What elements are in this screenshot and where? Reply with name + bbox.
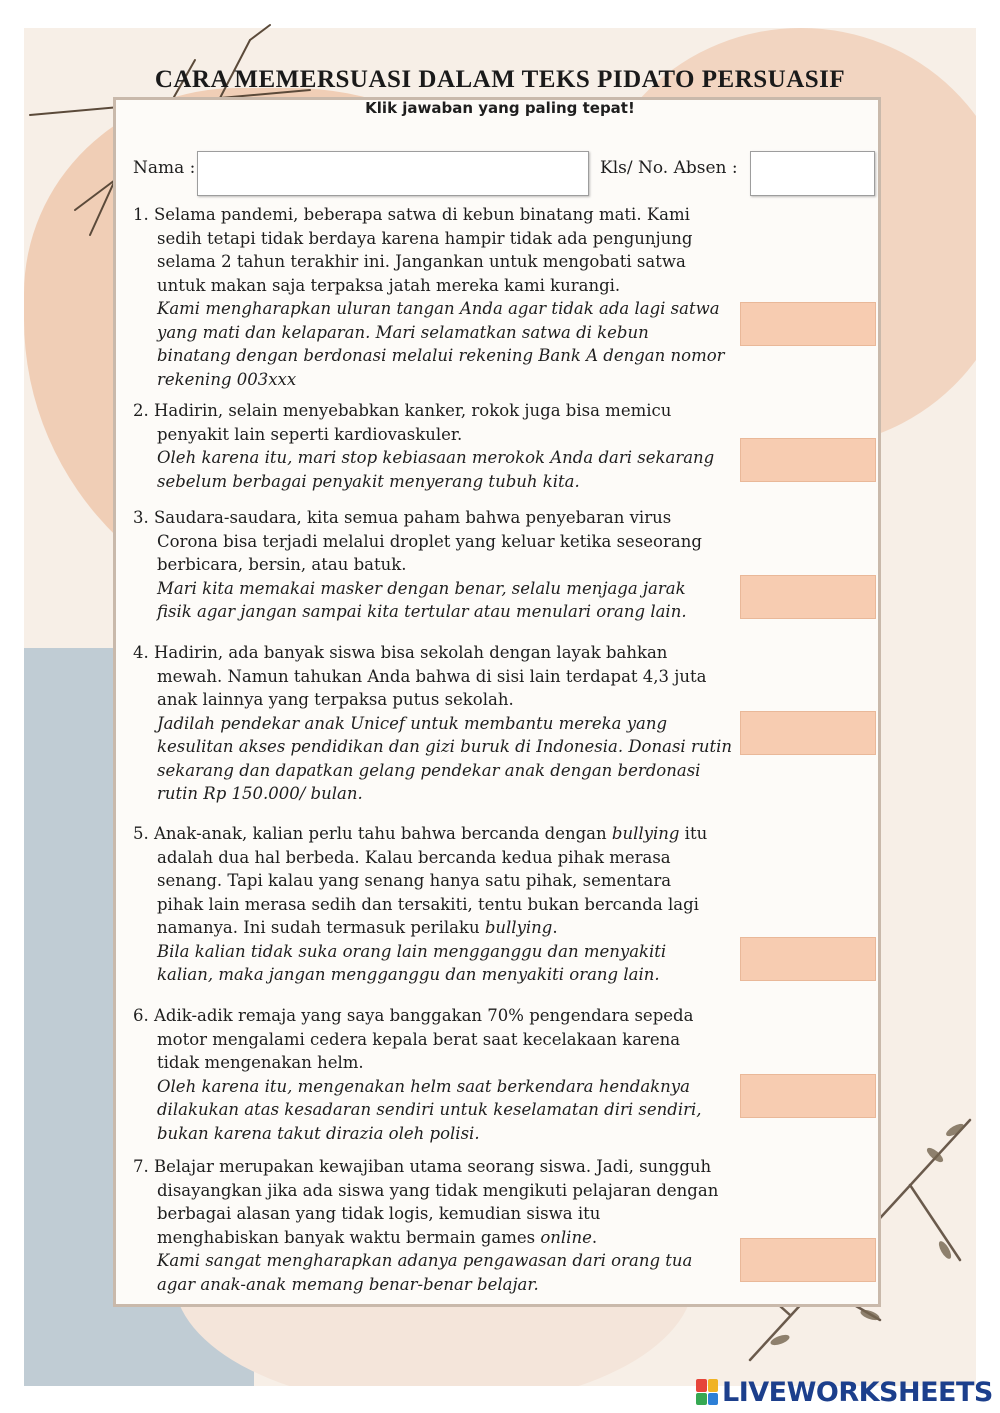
- question-text-line: sedih tetapi tidak berdaya karena hampir tidak ada pengunjung: [157, 228, 693, 248]
- question-text-line: senang. Tapi kalau yang senang hanya satu pihak, sementara: [157, 871, 672, 890]
- persuasion-text-line: rekening 003xxx: [157, 369, 297, 389]
- persuasion-text-line: rutin Rp 150.000/ bulan.: [157, 784, 363, 803]
- persuasion-text-line: fisik agar jangan sampai kita tertular atau menulari orang lain.: [157, 602, 687, 621]
- answer-dropdown-6[interactable]: [740, 1074, 876, 1118]
- brand-name: LIVEWORKSHEETS: [722, 1376, 993, 1408]
- persuasion-text-line: binatang dengan berdonasi melalui rekening Bank A dengan nomor: [157, 346, 725, 365]
- question-text-line: untuk makan saja terpaksa jatah mereka kami kurangi.: [157, 275, 621, 295]
- question-text-line: motor mengalami cedera kepala berat saat kecelakaan karena: [157, 1029, 681, 1049]
- question-text-line: penyakit lain seperti kardiovaskuler.: [157, 424, 463, 444]
- persuasion-text-line: yang mati dan kelaparan. Mari selamatkan satwa di kebun: [157, 322, 649, 342]
- question-5: [133, 822, 733, 987]
- class-number-input[interactable]: [750, 151, 875, 196]
- persuasion-text-line: kalian, maka jangan mengganggu dan menyakiti orang lain.: [157, 965, 660, 984]
- question-text-line: adalah dua hal berbeda. Kalau bercanda kedua pihak merasa: [157, 847, 671, 867]
- answer-dropdown-5[interactable]: [740, 937, 876, 981]
- persuasion-text-line: kesulitan akses pendidikan dan gizi buruk di Indonesia. Donasi rutin: [157, 737, 732, 756]
- liveworksheets-logo-icon: [696, 1379, 718, 1405]
- persuasion-text-line: agar anak-anak memang benar-benar belajar.: [157, 1274, 539, 1294]
- persuasion-text-line: bukan karena takut dirazia oleh polisi.: [157, 1123, 480, 1143]
- question-text-line: berbicara, bersin, atau batuk.: [157, 555, 407, 574]
- worksheet-title: CARA MEMERSUASI DALAM TEKS PIDATO PERSUASIF: [154, 66, 846, 93]
- persuasion-text-line: Oleh karena itu, mari stop kebiasaan merokok Anda dari sekarang: [157, 448, 715, 467]
- worksheet-instruction: Klik jawaban yang paling tepat!: [365, 99, 635, 117]
- class-label: Kls/ No. Absen :: [600, 158, 738, 178]
- question-text-line: 7. Belajar merupakan kewajiban utama seorang siswa. Jadi, sungguh: [133, 1157, 712, 1176]
- question-text-line: 5. Anak-anak, kalian perlu tahu bahwa bercanda dengan bullying itu: [133, 824, 708, 843]
- question-text-line: disayangkan jika ada siswa yang tidak mengikuti pelajaran dengan: [157, 1180, 719, 1200]
- answer-dropdown-7[interactable]: [740, 1238, 876, 1282]
- question-text-line: selama 2 tahun terakhir ini. Jangankan untuk mengobati satwa: [157, 252, 686, 271]
- persuasion-text-line: Bila kalian tidak suka orang lain mengganggu dan menyakiti: [157, 941, 667, 961]
- persuasion-text-line: Kami sangat mengharapkan adanya pengawasan dari orang tua: [157, 1251, 693, 1270]
- persuasion-text-line: Kami mengharapkan uluran tangan Anda agar tidak ada lagi satwa: [157, 299, 720, 318]
- answer-dropdown-4[interactable]: [740, 711, 876, 755]
- persuasion-text-line: sekarang dan dapatkan gelang pendekar anak dengan berdonasi: [157, 760, 701, 780]
- name-label: Nama :: [133, 158, 196, 178]
- persuasion-text-line: sebelum berbagai penyakit menyerang tubuh kita.: [157, 471, 580, 491]
- name-input[interactable]: [197, 151, 589, 196]
- persuasion-text-line: Mari kita memakai masker dengan benar, selalu menjaga jarak: [157, 578, 686, 598]
- question-text-line: namanya. Ini sudah termasuk perilaku bullying.: [157, 918, 558, 937]
- question-text-line: Corona bisa terjadi melalui droplet yang keluar ketika seseorang: [157, 531, 702, 551]
- question-7: [133, 1155, 733, 1296]
- question-text-line: pihak lain merasa sedih dan tersakiti, tentu bukan bercanda lagi: [157, 894, 699, 914]
- question-2: [133, 399, 733, 493]
- question-text-line: 1. Selama pandemi, beberapa satwa di kebun binatang mati. Kami: [133, 205, 690, 224]
- question-3: [133, 506, 733, 624]
- question-1: [133, 203, 733, 391]
- question-text-line: 3. Saudara-saudara, kita semua paham bahwa penyebaran virus: [133, 508, 672, 527]
- answer-dropdown-2[interactable]: [740, 438, 876, 482]
- question-text-line: mewah. Namun tahukan Anda bahwa di sisi lain terdapat 4,3 juta: [157, 666, 707, 686]
- persuasion-text-line: Jadilah pendekar anak Unicef untuk membantu mereka yang: [157, 713, 668, 733]
- question-text-line: 4. Hadirin, ada banyak siswa bisa sekolah dengan layak bahkan: [133, 643, 668, 662]
- answer-dropdown-3[interactable]: [740, 575, 876, 619]
- persuasion-text-line: Oleh karena itu, mengenakan helm saat berkendara hendaknya: [157, 1076, 690, 1096]
- persuasion-text-line: dilakukan atas kesadaran sendiri untuk keselamatan diri sendiri,: [157, 1100, 702, 1119]
- question-text-line: tidak mengenakan helm.: [157, 1053, 364, 1072]
- liveworksheets-brand[interactable]: [696, 1377, 993, 1407]
- question-text-line: menghabiskan banyak waktu bermain games online.: [157, 1227, 598, 1247]
- question-text-line: anak lainnya yang terpaksa putus sekolah.: [157, 690, 514, 709]
- question-text-line: 6. Adik-adik remaja yang saya banggakan 70% pengendara sepeda: [133, 1006, 694, 1025]
- question-6: [133, 1004, 733, 1145]
- question-4: [133, 641, 733, 806]
- question-text-line: 2. Hadirin, selain menyebabkan kanker, rokok juga bisa memicu: [133, 401, 672, 420]
- question-text-line: berbagai alasan yang tidak logis, kemudian siswa itu: [157, 1204, 601, 1223]
- answer-dropdown-1[interactable]: [740, 302, 876, 346]
